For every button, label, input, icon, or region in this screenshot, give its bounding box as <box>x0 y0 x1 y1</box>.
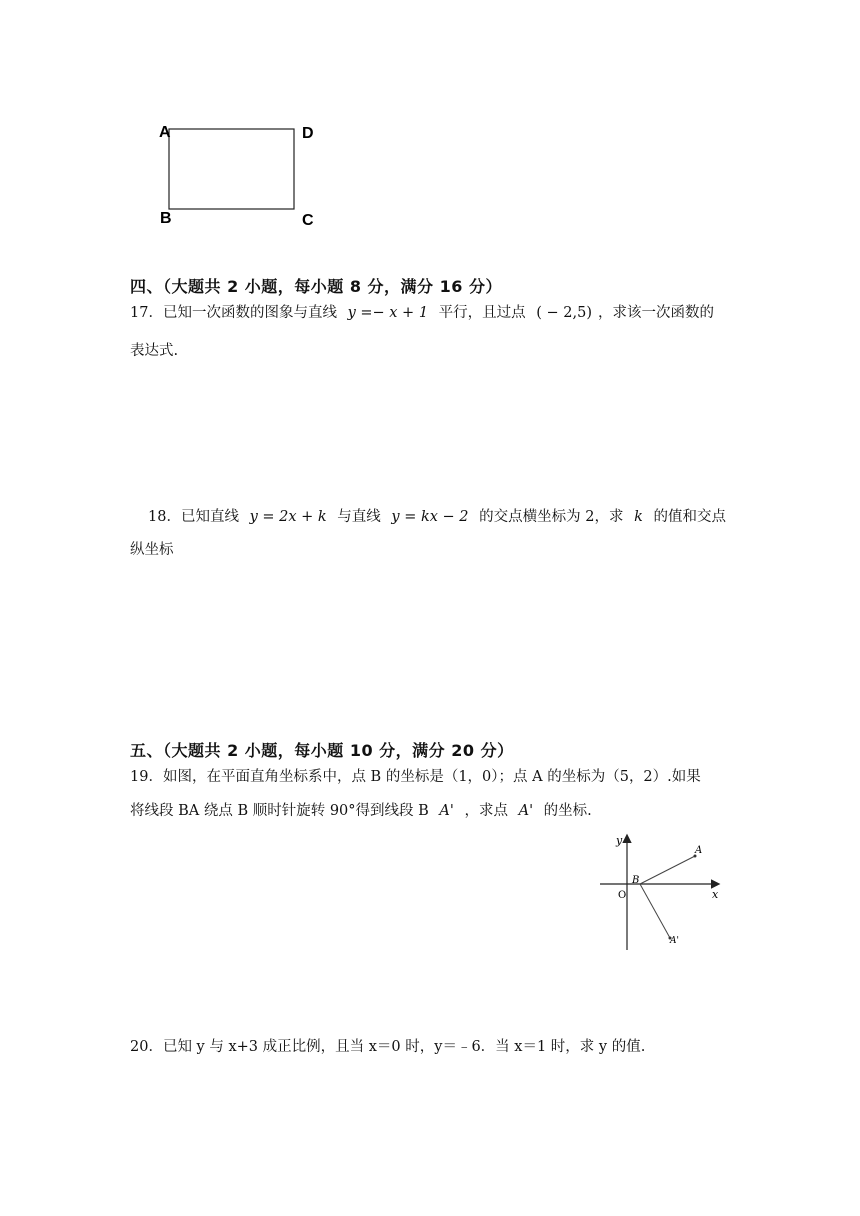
label-d: D <box>302 125 314 142</box>
rectangle-abcd <box>169 129 294 209</box>
q17-point: ( − 2,5) <box>536 305 593 321</box>
q17-line-2: 表达式. <box>130 343 179 359</box>
coordinate-diagram <box>598 830 724 956</box>
q19-aprime-1: A' <box>439 803 454 819</box>
q18-equation-2: y = kx − 2 <box>391 509 469 525</box>
q17-text-a: 17．已知一次函数的图象与直线 <box>130 305 337 321</box>
segment-baprime <box>640 884 670 938</box>
q19-text-a: 将线段 BA 绕点 B 顺时针旋转 90°得到线段 B <box>130 803 429 819</box>
q17-text-b: 平行，且过点 <box>438 305 526 321</box>
q18-line-2: 纵坐标 <box>130 542 174 558</box>
label-c: C <box>302 212 314 229</box>
q18-equation-1: y = 2x + k <box>249 509 327 525</box>
rectangle-diagram <box>150 118 340 230</box>
q18-text-d: 的值和交点 <box>653 509 726 525</box>
origin-label: O <box>618 890 627 901</box>
label-a: A <box>159 124 171 141</box>
q19-text-c: 的坐标. <box>543 803 592 819</box>
q18-text-a: 18．已知直线 <box>148 509 239 525</box>
coordinate-figure <box>598 830 724 956</box>
point-a-label: A <box>695 845 703 856</box>
y-axis-label: y <box>616 834 623 847</box>
point-b-label: B <box>632 875 640 886</box>
section-4-heading: 四、（大题共 2 小题，每小题 8 分，满分 16 分） <box>130 277 502 296</box>
q17-text-c: ，求该一次函数的 <box>598 305 715 321</box>
q19-line-1: 19．如图，在平面直角坐标系中，点 B 的坐标是（1，0）；点 A 的坐标为（5，2）.如果 <box>130 769 701 785</box>
segment-ba <box>640 856 695 884</box>
point-aprime-label: A' <box>670 936 679 946</box>
question-20: 20．已知 y 与 x+3 成正比例，且当 x＝0 时，y＝﹣6．当 x＝1 时，求 y 的值. <box>130 1039 646 1055</box>
q19-aprime-2: A' <box>518 803 534 819</box>
q19-text-b: ，求点 <box>464 803 508 819</box>
q18-variable-k: k <box>634 509 643 525</box>
q17-equation: y =− x + 1 <box>347 305 429 321</box>
question-17 <box>130 302 730 324</box>
question-18 <box>148 506 738 528</box>
q18-text-c: 的交点横坐标为 2，求 <box>479 509 624 525</box>
q19-line-2 <box>130 800 730 822</box>
q18-text-b: 与直线 <box>337 509 381 525</box>
rectangle-figure <box>150 118 340 230</box>
x-axis-label: x <box>712 888 719 901</box>
label-b: B <box>160 210 172 227</box>
section-5-heading: 五、（大题共 2 小题，每小题 10 分，满分 20 分） <box>130 741 514 760</box>
